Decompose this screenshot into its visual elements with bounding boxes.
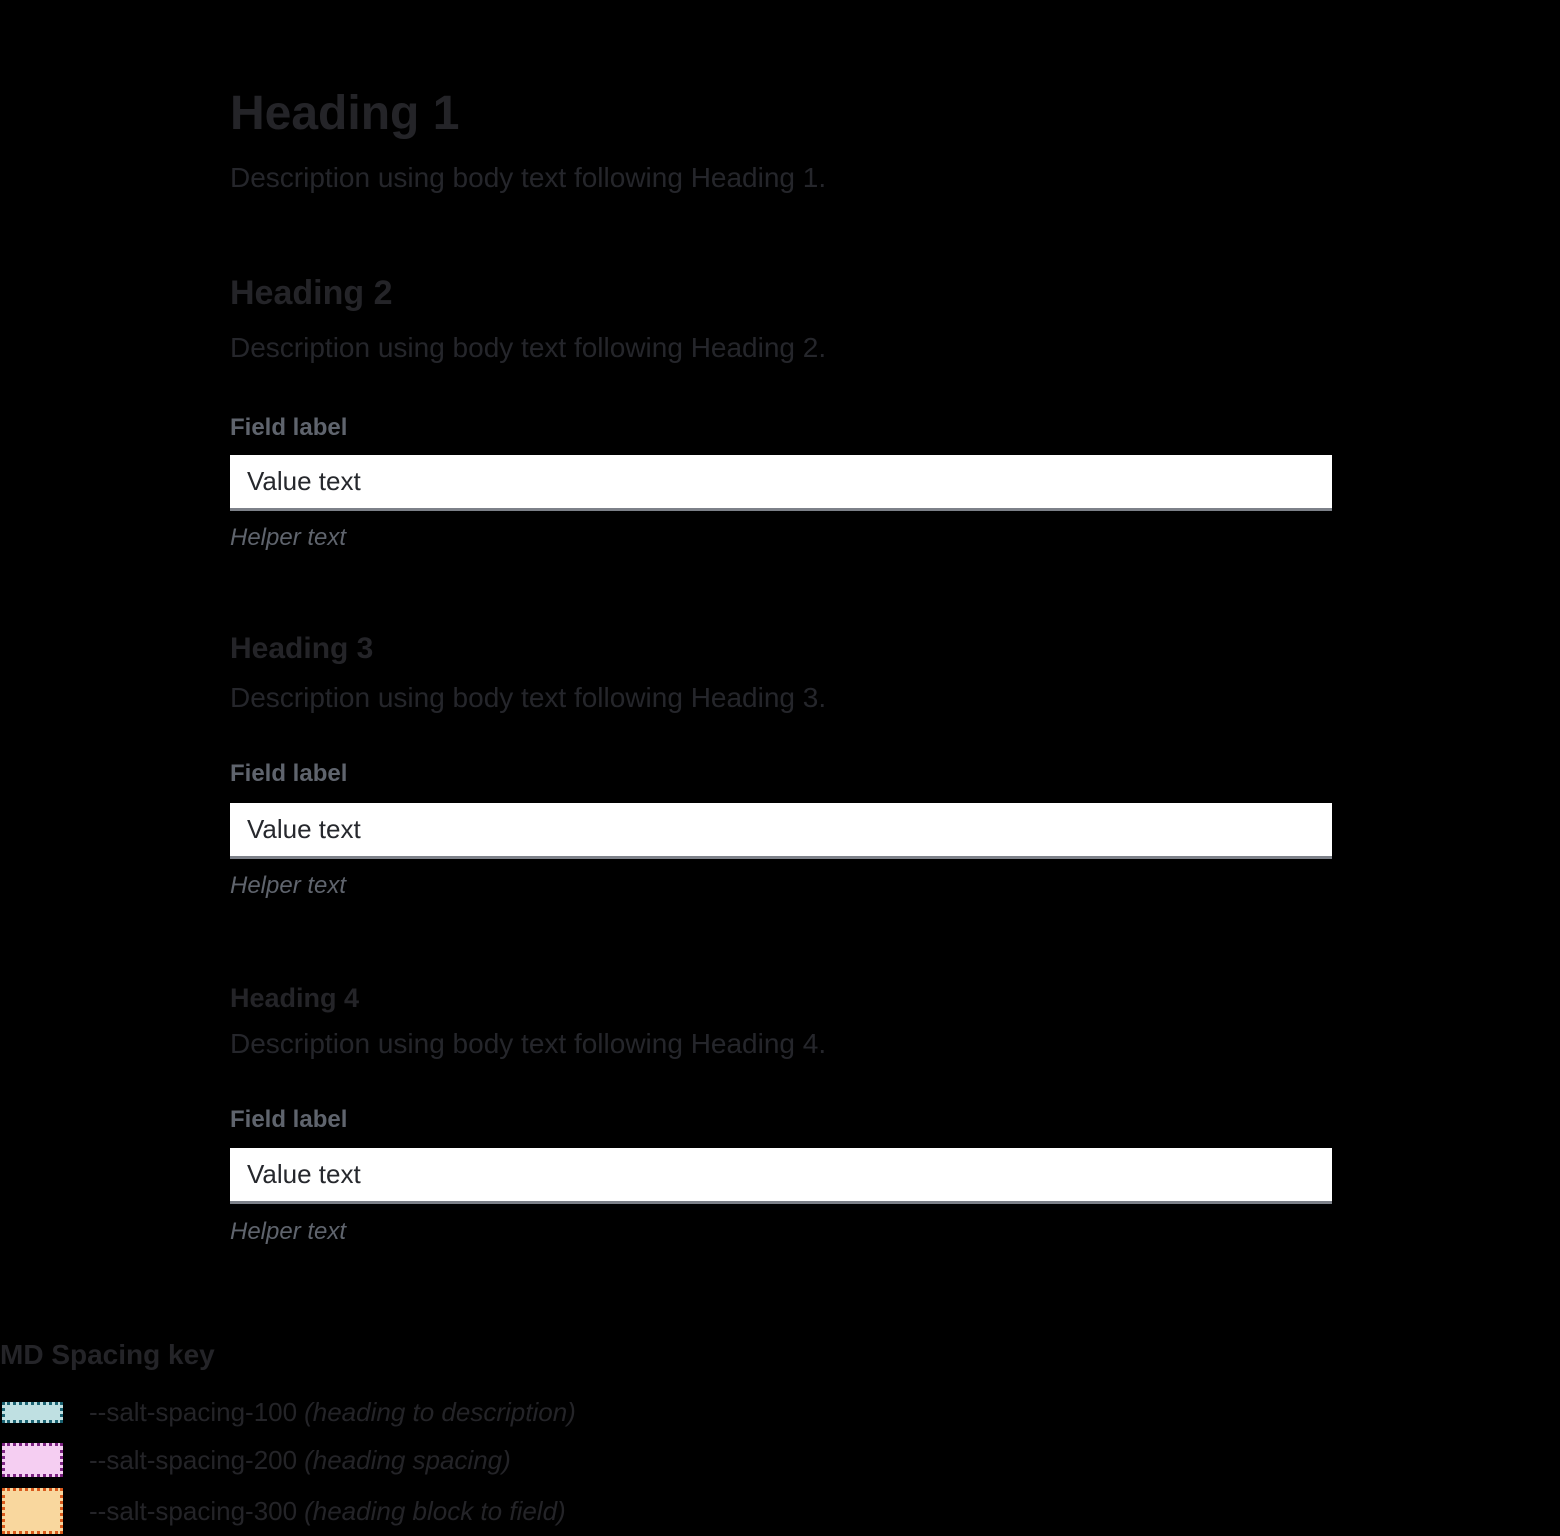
heading-4: Heading 4	[230, 983, 360, 1013]
field-label: Field label	[230, 1106, 348, 1133]
spacing-token-name: --salt-spacing-200	[89, 1444, 298, 1475]
heading-1: Heading 1	[230, 87, 460, 140]
field-label: Field label	[230, 414, 348, 441]
spacing-key-label	[89, 1445, 511, 1476]
spacing-token-note: (heading to description)	[304, 1397, 576, 1427]
description-3: Description using body text following Heading 3.	[230, 682, 827, 713]
description-4: Description using body text following Heading 4.	[230, 1028, 827, 1059]
description-1: Description using body text following Heading 1.	[230, 162, 827, 193]
heading-3: Heading 3	[230, 632, 374, 665]
description-2: Description using body text following Heading 2.	[230, 332, 827, 363]
helper-text: Helper text	[230, 872, 347, 899]
spacing-200-swatch	[2, 1443, 63, 1477]
spacing-token-note: (heading block to field)	[304, 1495, 566, 1526]
spacing-key-title: MD Spacing key	[0, 1339, 215, 1370]
spacing-token-name: --salt-spacing-100	[89, 1397, 298, 1427]
spacing-key-row-300	[2, 1488, 566, 1534]
heading-2: Heading 2	[230, 274, 393, 312]
spacing-100-swatch	[2, 1402, 63, 1423]
text-input[interactable]	[230, 455, 1332, 511]
text-input[interactable]	[230, 1148, 1332, 1204]
spacing-300-swatch	[2, 1488, 63, 1534]
spacing-key-row-100	[2, 1397, 576, 1427]
text-input[interactable]	[230, 803, 1332, 859]
spacing-token-note: (heading spacing)	[304, 1444, 511, 1475]
helper-text: Helper text	[230, 524, 347, 551]
spacing-key-row-200	[2, 1443, 511, 1477]
spacing-token-name: --salt-spacing-300	[89, 1495, 298, 1526]
field-label: Field label	[230, 760, 348, 787]
spacing-key-label	[89, 1397, 576, 1428]
spacing-key-label	[89, 1496, 566, 1527]
helper-text: Helper text	[230, 1218, 347, 1245]
